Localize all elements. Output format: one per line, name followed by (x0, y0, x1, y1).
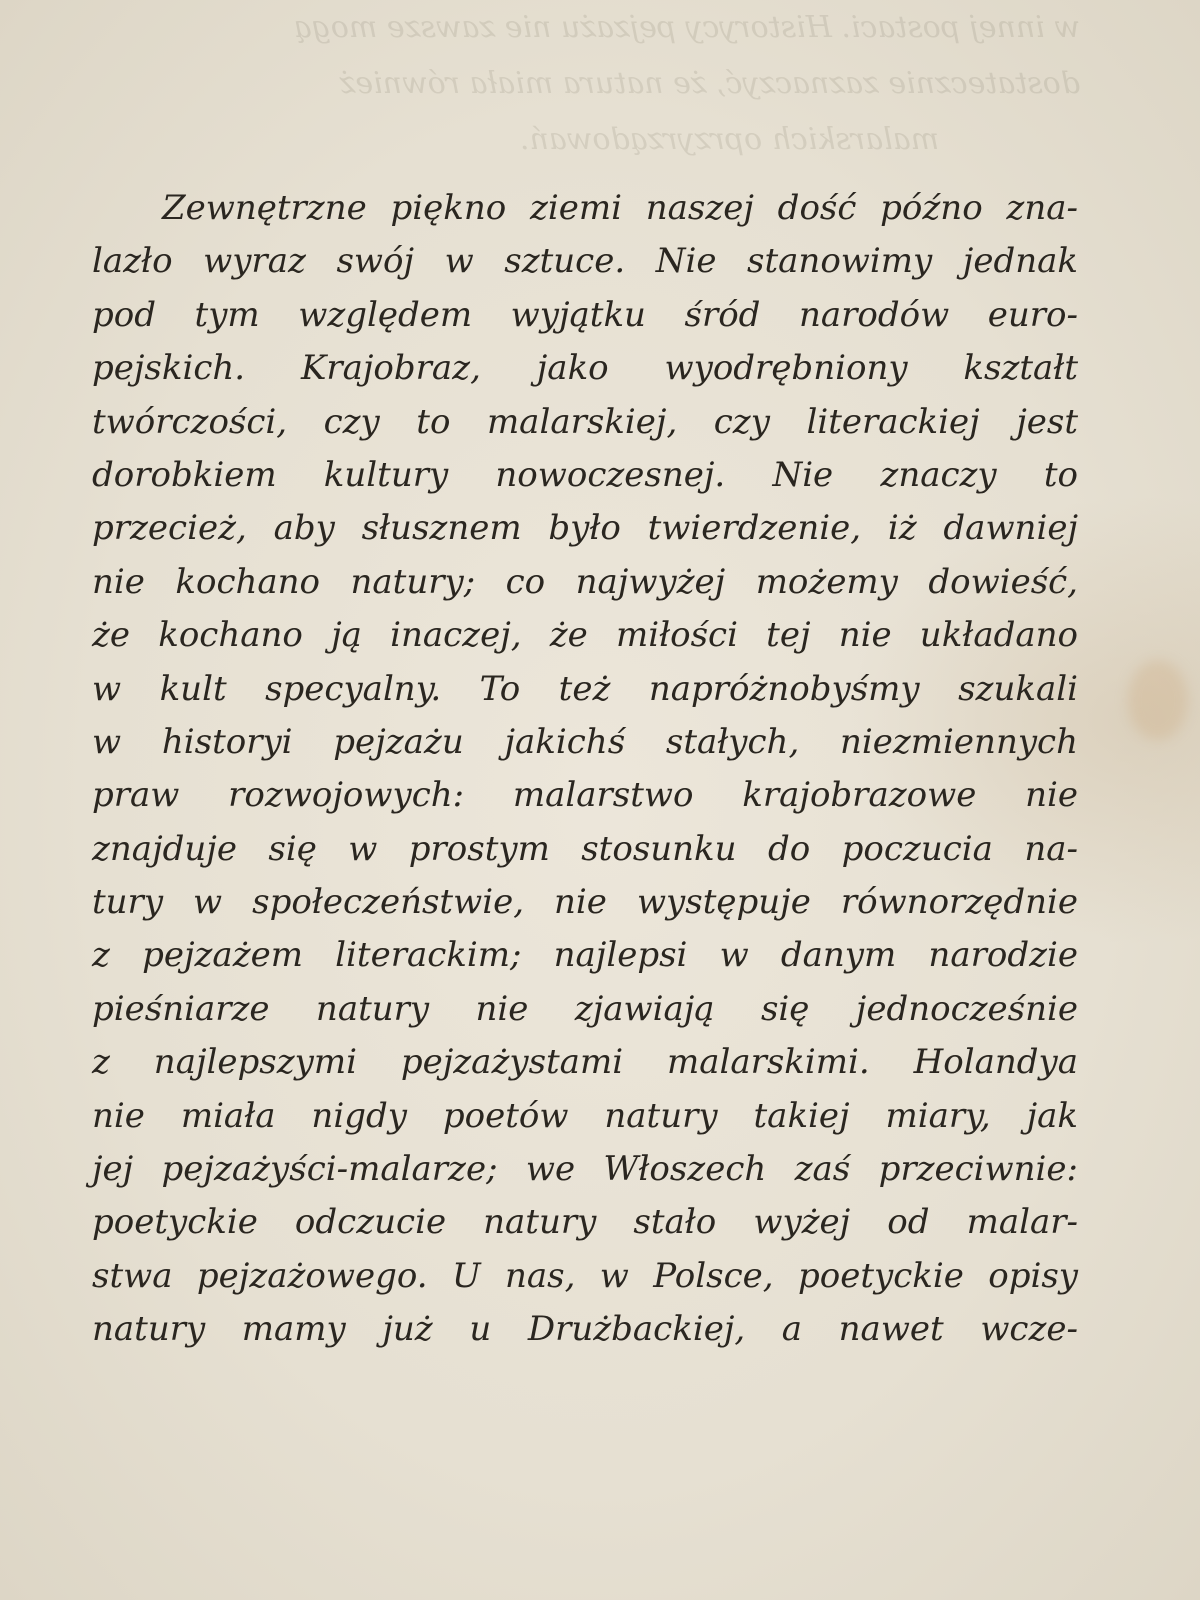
text-line: twórczości, czy to malarskiej, czy literackiej jest (92, 401, 1078, 442)
text-line: dorobkiem kultury nowoczesnej. Nie znaczy to (92, 454, 1078, 495)
text-line: z najlepszymi pejzażystami malarskimi. Holandya (92, 1042, 1078, 1083)
text-line: znajduje się w prostym stosunku do poczucia na- (92, 828, 1078, 869)
body-paragraph (92, 182, 1078, 1357)
paper-stain (1128, 660, 1188, 740)
text-line: nie miała nigdy poetów natury takiej miary, jak (92, 1095, 1078, 1136)
text-line: pod tym względem wyjątku śród narodów euro- (92, 294, 1078, 335)
text-line: nie kochano natury; co najwyżej możemy dowieść, (92, 561, 1078, 602)
text-line: stwa pejzażowego. U nas, w Polsce, poetyckie opisy (92, 1255, 1078, 1296)
text-line: Zewnętrzne piękno ziemi naszej dość późno zna- (162, 188, 1078, 228)
show-through-line: dostatecznie zaznaczyć, że natura miała również (339, 66, 1080, 101)
text-line: przecież, aby słusznem było twierdzenie, iż dawniej (92, 508, 1078, 549)
text-line: lazło wyraz swój w sztuce. Nie stanowimy jednak (92, 241, 1078, 282)
text-line: jej pejzażyści-malarze; we Włoszech zaś przeciwnie: (92, 1149, 1078, 1190)
text-line: praw rozwojowych: malarstwo krajobrazowe nie (92, 775, 1078, 816)
text-line: że kochano ją inaczej, że miłości tej nie układano (92, 615, 1078, 656)
text-line: w kult specyalny. To też napróżnobyśmy szukali (92, 668, 1078, 709)
text-line: natury mamy już u Drużbackiej, a nawet wcze- (92, 1309, 1078, 1350)
text-line: pejskich. Krajobraz, jako wyodrębniony kształt (92, 348, 1078, 389)
text-line: tury w społeczeństwie, nie występuje równorzędnie (92, 882, 1078, 923)
text-line: z pejzażem literackim; najlepsi w danym narodzie (92, 935, 1078, 976)
text-line: pieśniarze natury nie zjawiają się jednocześnie (92, 988, 1078, 1029)
show-through-text (293, 0, 1080, 168)
show-through-line: malarskich oprzyrządowań. (520, 122, 940, 157)
text-line: w historyi pejzażu jakichś stałych, niezmiennych (92, 721, 1078, 762)
show-through-line: w innej postaci. Historycy pejzażu nie zawsze mogą (293, 10, 1080, 45)
text-line: poetyckie odczucie natury stało wyżej od malar- (92, 1202, 1078, 1243)
